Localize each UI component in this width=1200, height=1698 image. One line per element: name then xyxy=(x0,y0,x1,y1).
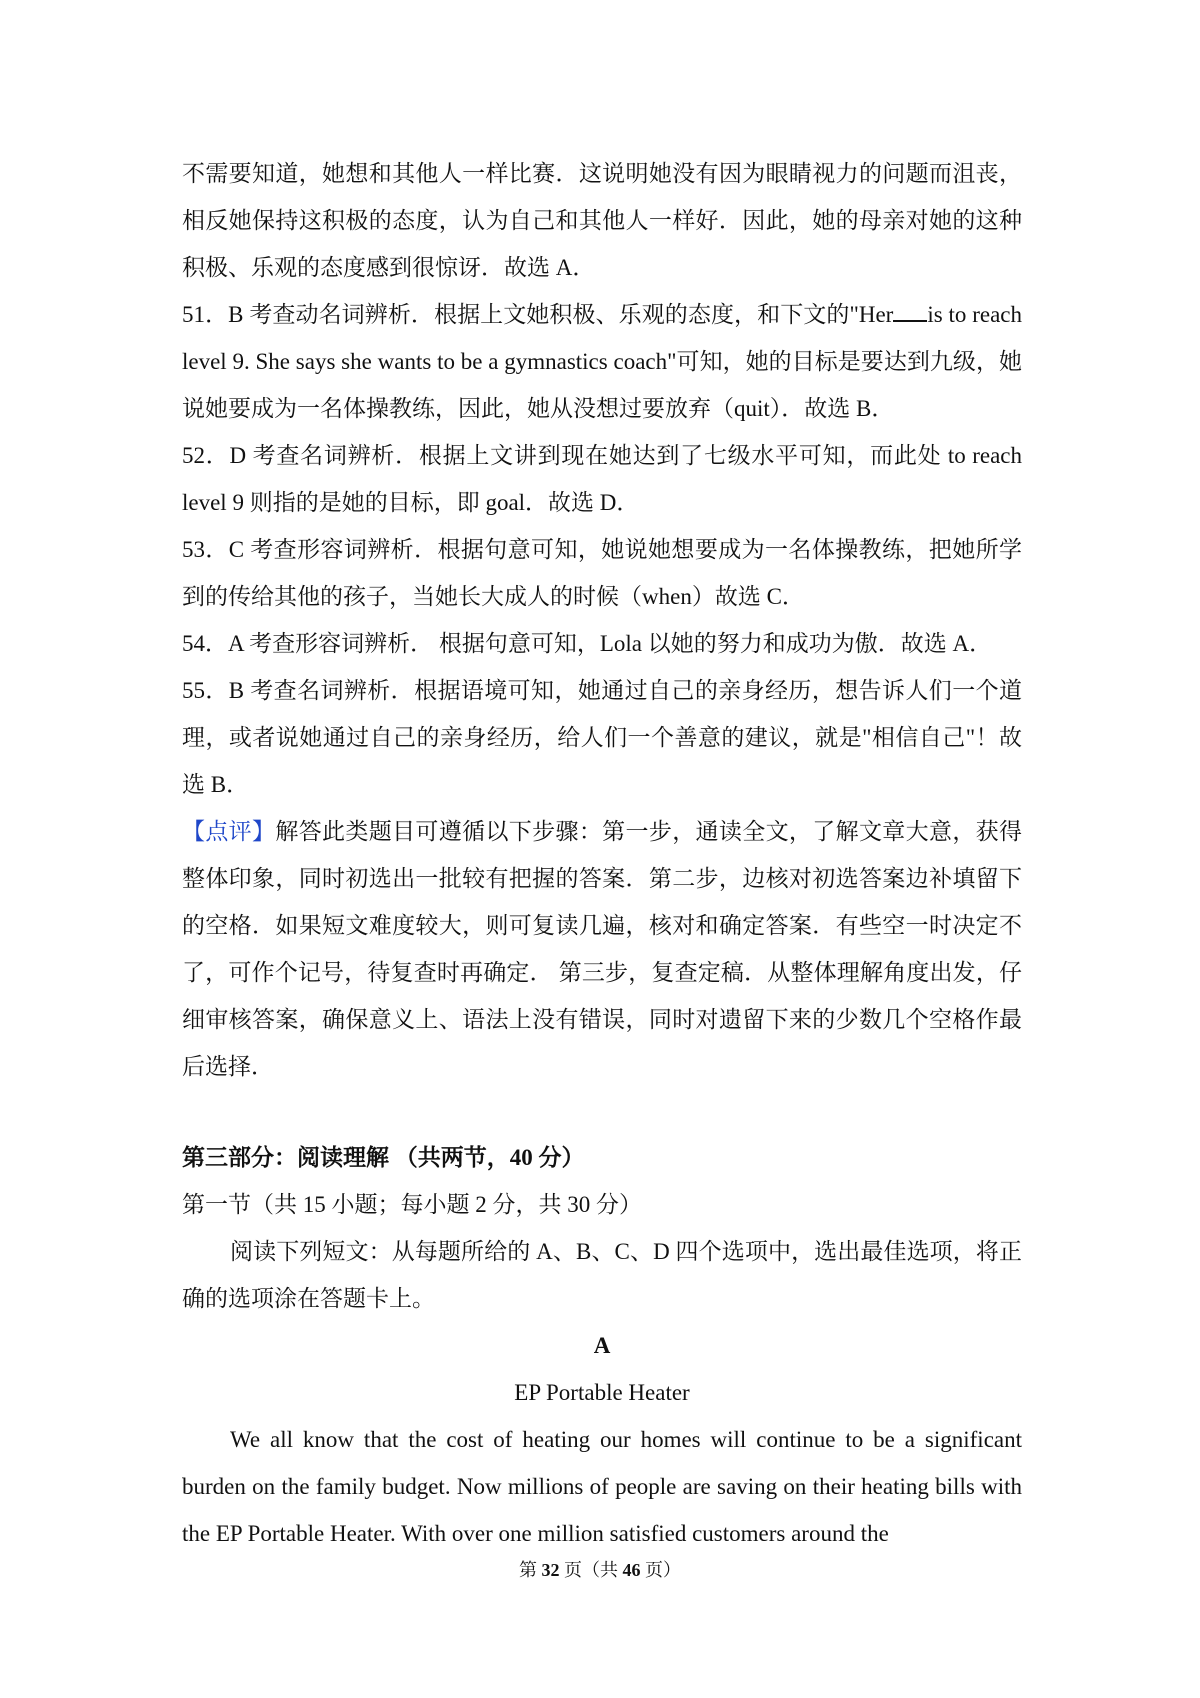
footer-prefix: 第 xyxy=(519,1560,542,1580)
answer-54: 54．A 考查形容词辨析． 根据句意可知，Lola 以她的努力和成功为傲．故选 A． xyxy=(182,631,993,656)
passage-title: EP Portable Heater xyxy=(514,1380,690,1405)
footer-middle: 页（共 xyxy=(559,1560,623,1580)
answer-52: 52．D 考查名词辨析．根据上文讲到现在她达到了七级水平可知，而此处 to reach level 9 则指的是她的目标，即 goal．故选 D． xyxy=(182,443,1022,515)
answer-55: 55．B 考查名词辨析．根据语境可知，她通过自己的亲身经历，想告诉人们一个道理，或者说她通过自己的亲身经历，给人们一个善意的建议，就是"相信自己"！故选 B． xyxy=(182,678,1022,797)
answer-53: 53．C 考查形容词辨析．根据句意可知，她说她想要成为一名体操教练，把她所学到的传给其他的孩子，当她长大成人的时候（when）故选 C． xyxy=(182,537,1022,609)
page-footer xyxy=(0,1556,1200,1582)
subsection-title: 第一节（共 15 小题；每小题 2 分，共 30 分） xyxy=(182,1192,642,1217)
blank-line xyxy=(893,300,927,322)
page-content xyxy=(182,150,1022,1557)
answer-51-part2: is to reach level 9. She says she wants to be a gymnastics coach"可知，她的目标是要达到九级，她说她要成为一名体操教练，因此，她从没想过要放弃（quit）．故选 B． xyxy=(182,302,1022,421)
comment-text: 解答此类题目可遵循以下步骤：第一步，通读全文，了解文章大意，获得整体印象，同时初选出一批较有把握的答案．第二步，边核对初选答案边补填留下的空格．如果短文难度较大，则可复读几遍，核对和确定答案．有些空一时决定不了，可作个记号，待复查时再确定． 第三步，复查定稿．从整体理解角度出发，仔细审核答案，确保意义上、语法上没有错误，同时对遗留下来的少数几个空格作最后选择． xyxy=(182,819,1023,1079)
comment-label: 【点评】 xyxy=(182,819,276,844)
footer-page-number: 32 xyxy=(541,1560,560,1580)
passage-letter: A xyxy=(593,1333,611,1358)
intro-paragraph: 不需要知道，她想和其他人一样比赛．这说明她没有因为眼睛视力的问题而沮丧，相反她保持这积极的态度，认为自己和其他人一样好．因此，她的母亲对她的这种积极、乐观的态度感到很惊讶．故选 A． xyxy=(182,161,1022,280)
footer-total-pages: 46 xyxy=(622,1560,641,1580)
section-title: 第三部分：阅读理解 （共两节，40 分） xyxy=(182,1145,585,1170)
answer-51 xyxy=(182,291,1022,432)
comment-paragraph xyxy=(182,808,1022,1090)
instruction-paragraph: 阅读下列短文：从每题所给的 A、B、C、D 四个选项中，选出最佳选项，将正确的选项涂在答题卡上。 xyxy=(182,1239,1022,1311)
footer-suffix: 页） xyxy=(640,1560,681,1580)
passage-text: We all know that the cost of heating our homes will continue to be a significant burden on the family budget. Now millions of people are saving on their heating bills with the EP Portable Heater. With over one million satisfied customers around the xyxy=(182,1427,1022,1546)
answer-51-part1: 51．B 考查动名词辨析．根据上文她积极、乐观的态度，和下文的"Her xyxy=(182,302,894,327)
